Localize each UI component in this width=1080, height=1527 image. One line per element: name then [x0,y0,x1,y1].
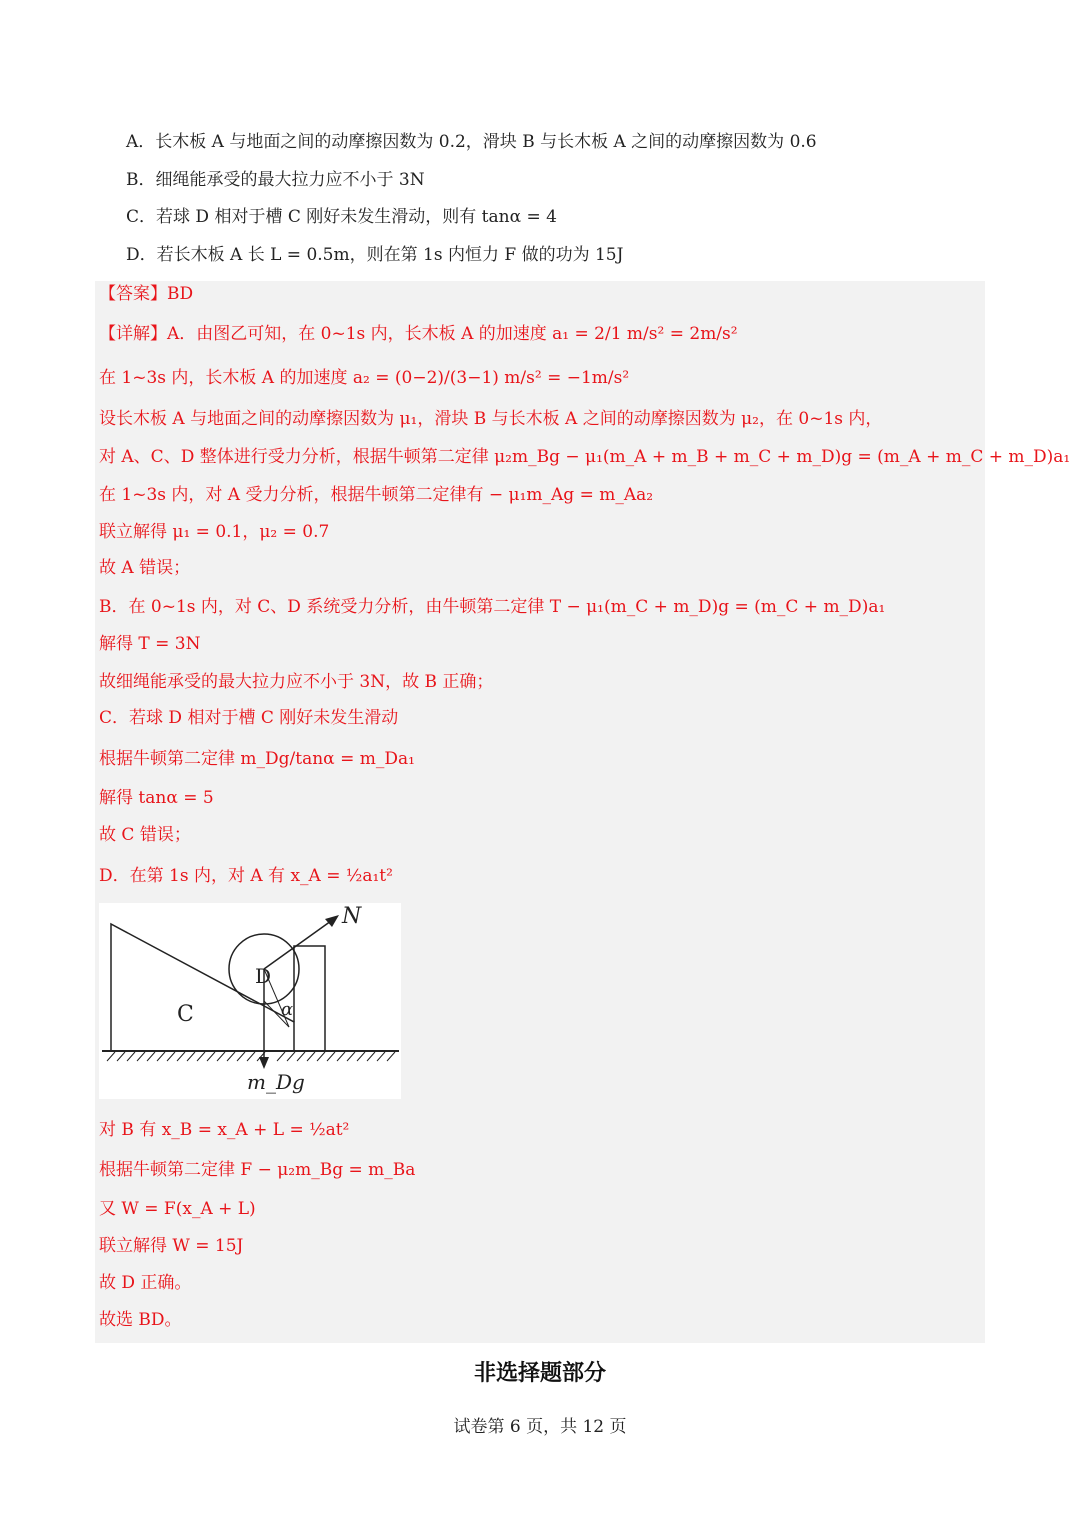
answer-line-4: 设长木板 A 与地面之间的动摩擦因数为 μ₁，滑块 B 与长木板 A 之间的动摩擦因数为 μ₂，在 0~1s 内， [99,409,883,429]
answer-line-17: 对 B 有 x_B = x_A + L = ½at² [99,1120,350,1140]
answer-line-5: 对 A、C、D 整体进行受力分析，根据牛顿第二定律 μ₂m_Bg − μ₁(m_A + m_B + m_C + m_D)g = (m_A + m_C + m_D)a₁ [99,447,1071,467]
option-d: D．若长木板 A 长 L = 0.5m，则在第 1s 内恒力 F 做的功为 15J [126,244,624,265]
answer-line-16: D．在第 1s 内，对 A 有 x_A = ½a₁t² [99,866,393,886]
answer-line-8: 故 A 错误； [99,558,191,578]
answer-line-1: 【答案】BD [99,284,194,304]
force-diagram [99,903,401,1099]
force-diagram-svg [99,903,401,1099]
answer-line-13: 根据牛顿第二定律 m_Dg/tanα = m_Da₁ [99,749,415,769]
answer-line-19: 又 W = F(x_A + L) [99,1199,256,1219]
weight-arrowhead [259,1057,269,1069]
answer-line-2: 【详解】A．由图乙可知，在 0~1s 内，长木板 A 的加速度 a₁ = 2/1 m/s² = 2m/s² [99,324,738,344]
answer-line-21: 故 D 正确。 [99,1273,192,1293]
answer-explanation-box [95,281,1071,1343]
answer-line-18: 根据牛顿第二定律 F − μ₂m_Bg = m_Ba [99,1160,416,1180]
answer-line-3: 在 1~3s 内，长木板 A 的加速度 a₂ = (0−2)/(3−1) m/s² = −1m/s² [99,368,630,388]
label-alpha: α [281,999,294,1020]
answer-line-6: 在 1~3s 内，对 A 受力分析，根据牛顿第二定律有 − μ₁m_Ag = m_Aa₂ [99,485,654,505]
answer-line-14: 解得 tanα = 5 [99,788,214,808]
answer-line-7: 联立解得 μ₁ = 0.1，μ₂ = 0.7 [99,522,330,542]
normal-force-arrowhead [325,915,339,927]
answer-line-15: 故 C 错误； [99,825,191,845]
label-d: D [255,964,272,988]
label-weight: m_Dg [247,1070,305,1094]
option-a: A．长木板 A 与地面之间的动摩擦因数为 0.2，滑块 B 与长木板 A 之间的动摩擦因数为 0.6 [126,132,817,152]
answer-line-9: B．在 0~1s 内，对 C、D 系统受力分析，由牛顿第二定律 T − μ₁(m_C + m_D)g = (m_C + m_D)a₁ [99,597,886,617]
option-c: C．若球 D 相对于槽 C 刚好未发生滑动，则有 tanα = 4 [126,207,557,227]
answer-line-11: 故细绳能承受的最大拉力应不小于 3N，故 B 正确； [99,672,494,692]
answer-line-22: 故选 BD。 [99,1310,182,1330]
ground-hatching [107,1052,395,1061]
options-list [126,124,817,274]
option-b: B．细绳能承受的最大拉力应不小于 3N [126,169,425,190]
section-title: 非选择题部分 [473,1361,606,1386]
answer-line-20: 联立解得 W = 15J [99,1236,244,1256]
label-n: N [342,904,362,929]
page-footer: 试卷第 6 页，共 12 页 [453,1417,627,1437]
label-c: C [177,1002,194,1027]
answer-line-10: 解得 T = 3N [99,634,201,654]
answer-line-12: C．若球 D 相对于槽 C 刚好未发生滑动 [99,708,399,728]
